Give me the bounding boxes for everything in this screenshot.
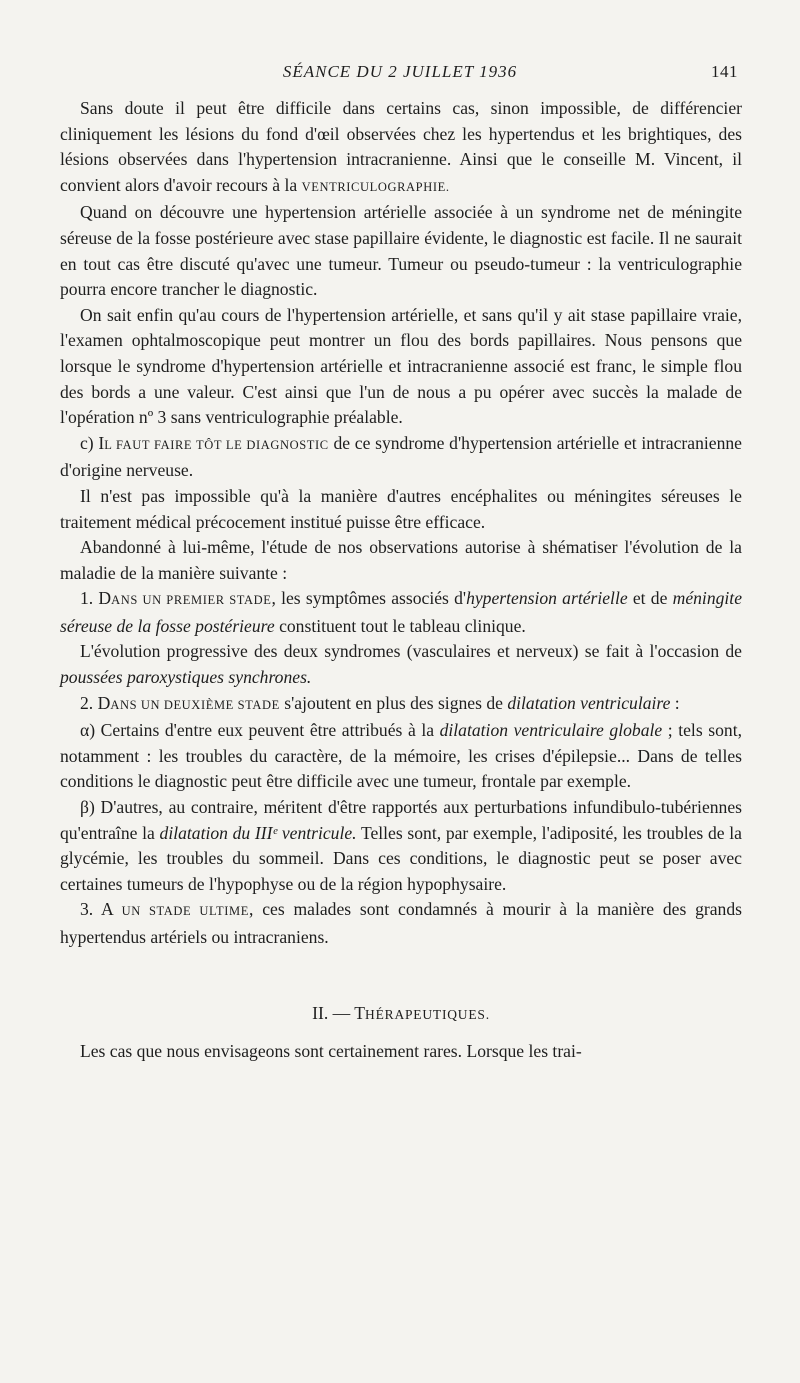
heading-number: II. — T [312, 1002, 366, 1023]
paragraph-ventriculography [60, 96, 742, 200]
paragraph-treatment: Il n'est pas impossible qu'à la manière d'autres encéphalites ou méningites séreuses le traitement médical précocement institué puisse être efficace. [60, 485, 742, 532]
paragraph-text: β) D'autres, au contraire, méritent d'être rapportés aux perturbations infundibulo-tubériennes qu'entraîne la [60, 797, 742, 843]
lead-text: 2. D [80, 692, 111, 713]
lead-text: 1. D [80, 588, 112, 609]
paragraph-alpha [60, 718, 742, 795]
paragraph-text: α) Certains d'entre eux peuvent être attribués à la [80, 720, 440, 741]
paragraph-beta [60, 795, 742, 897]
paragraph-stage-three [60, 897, 742, 950]
paragraph-text: et de [627, 588, 673, 609]
paragraph-therapeutics: Les cas que nous envisageons sont certainement rares. Lorsque les trai- [80, 1041, 582, 1062]
paragraph-stage-two [60, 691, 742, 719]
paragraph-progression [60, 639, 742, 690]
italic-term: hypertension artérielle [466, 588, 628, 609]
paragraph-early-diagnosis [60, 431, 742, 484]
paragraph-text: : [670, 692, 680, 713]
small-caps-term: UN STADE ULTIME [121, 904, 250, 919]
italic-term: poussées paroxystiques synchrones. [60, 667, 312, 688]
heading-small-caps: HÉRAPEUTIQUES. [365, 1006, 490, 1022]
paragraph-text: s'ajoutent en plus des signes de [279, 692, 508, 713]
page-number: 141 [711, 62, 738, 81]
paragraph-text: Sans doute il peut être difficile dans certains cas, sinon impossible, de différencier cliniquement les lésions du fond d'œil observées chez les hypertendus et les brightiques, des lésions observées dans l'hypertension intracranienne. Ainsi que le conseille M. Vincent, il convient alors d'avoir recours à la [60, 98, 742, 195]
paragraph-ophthalmoscopy: On sait enfin qu'au cours de l'hypertension artérielle, et sans qu'il y ait stase papillaire vraie, l'examen ophtalmoscopique peut montrer un flou des bords papillaires. Nous pensons que lorsque le syndrome d'hypertension artérielle et intracranienne associé est franc, le simple flou des bords a une valeur. C'est ainsi que l'un de nous a pu opérer avec succès la malade de l'opération nº 3 sans ventriculographie préalable. [60, 304, 742, 428]
small-caps-term: VENTRICULOGRAPHIE. [301, 179, 450, 194]
paragraph-text: Telles sont, par exemple, l'adiposité, les troubles de la glycémie, les troubles du sommeil. Dans ces conditions, le diagnostic peut se poser avec certaines tumeurs de l'hypophyse ou de la région hypophysaire. [60, 822, 742, 894]
page-header [60, 62, 740, 86]
lead-text: c) I [80, 432, 105, 453]
small-caps-term: ANS UN PREMIER STADE [111, 593, 272, 608]
paragraph-text: ; tels sont, notamment : les troubles du caractère, de la mémoire, les crises d'épilepsie... Dans de telles conditions le diagnostic peut être difficile avec une tumeur, frontale par exemple. [60, 720, 742, 792]
small-caps-term: ANS UN DEUXIÈME STADE [110, 697, 280, 712]
body-text [60, 96, 742, 1065]
italic-term: dilatation ventriculaire globale [439, 720, 663, 741]
paragraph-text: , ces malades sont condamnés à mourir à la manière des grands hypertendus artériels ou intracraniens. [60, 899, 742, 947]
lead-text: 3. A [80, 899, 122, 920]
section-heading [60, 1001, 742, 1028]
paragraph-evolution: Abandonné à lui-même, l'étude de nos observations autorise à shématiser l'évolution de la maladie de la manière suivante : [60, 537, 742, 583]
small-caps-term: L FAUT FAIRE TÔT LE DIAGNOSTIC [104, 437, 329, 452]
paragraph-text: , les symptômes associés d' [271, 588, 467, 609]
running-title: SÉANCE DU 2 JUILLET 1936 [282, 62, 518, 81]
italic-term: dilatation ventriculaire [507, 692, 671, 713]
paragraph-text: de ce syndrome d'hypertension artérielle et intracranienne d'origine nerveuse. [60, 432, 742, 481]
italic-term: méningite séreuse de la fosse postérieure [60, 588, 743, 636]
paragraph-diagnosis: Quand on découvre une hypertension artérielle associée à un syndrome net de méningite séreuse de la fosse postérieure avec stase papillaire évidente, le diagnostic est facile. Il ne saurait en tout cas être discuté qu'avec une tumeur. Tumeur ou pseudo-tumeur : la ventriculographie pourra encore trancher le diagnostic. [60, 202, 742, 300]
italic-term: dilatation du IIIᵉ ventricule. [159, 822, 357, 843]
paragraph-text: constituent tout le tableau clinique. [274, 615, 526, 636]
paragraph-stage-one [60, 586, 742, 639]
paragraph-text: L'évolution progressive des deux syndromes (vasculaires et nerveux) se fait à l'occasion de [80, 641, 742, 662]
